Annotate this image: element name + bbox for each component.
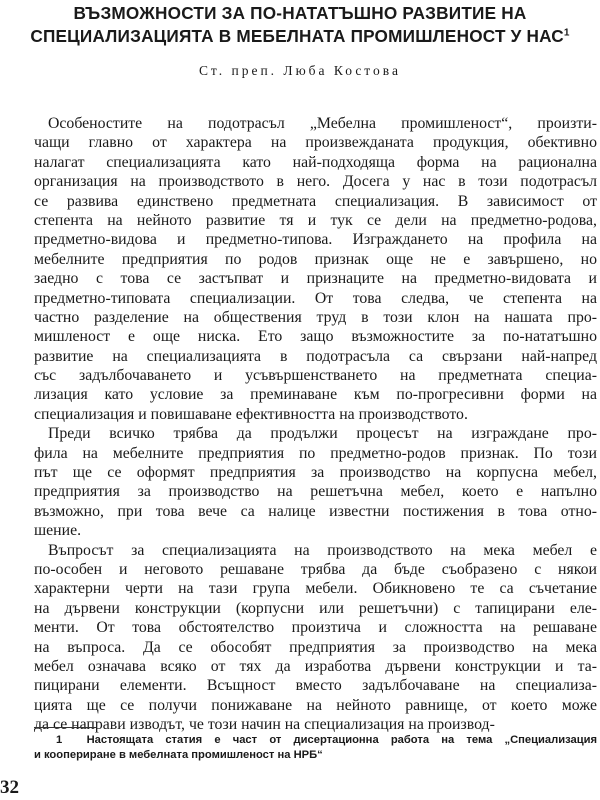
paragraph-line: по-особен и неговото решаване трябва да бъде съобразено с някои (34, 560, 597, 578)
paragraph-line: мишленост е още ниска. Ето защо възможностите за по-нататъшно (34, 328, 597, 346)
paragraph-line: предприятия за производство на решетъчна мебел, което е напълно (34, 483, 597, 501)
paragraph-line: налагат специализацията като най-подходяща форма на рационална (34, 153, 597, 171)
paragraph-line: характерни черти на тази група мебели. Обикновено те са съчетание (34, 580, 597, 598)
paragraph-line: със задълбочаването и усъвършенстването на предметната специа- (34, 367, 597, 385)
article-title-line-2-text: СПЕЦИАЛИЗАЦИЯТА В МЕБЕЛНАТА ПРОМИШЛЕНОСТ У НАС (30, 26, 564, 46)
paragraph-line: да се направи изводът, че този начин на специализация на производ- (34, 716, 495, 734)
paragraph-line: Особеностите на подотрасъл „Мебелна промишленост“, произти- (48, 115, 597, 132)
title-footnote-marker[interactable]: 1 (563, 27, 570, 39)
paragraph-line: организация на производството в него. Досега у нас в този подотрасъл (34, 173, 597, 191)
article-title (4, 2, 596, 48)
paragraph (34, 424, 597, 540)
footnote-marker: 1 (56, 734, 63, 746)
article-title-line-1: ВЪЗМОЖНОСТИ ЗА ПО-НАТАТЪШНО РАЗВИТИЕ НА (73, 3, 527, 23)
paragraph-line: Въпросът за специализацията на производството на мека мебел е (48, 541, 597, 559)
footnote (34, 733, 597, 763)
paragraph-line: развитие на специализацията в подотрасъла са свързани най-напред (34, 347, 597, 365)
paragraph-line: се развива единствено предметната специализация. В зависимост от (34, 192, 597, 210)
paragraph-line: специализация и повишаване ефективността на производството. (34, 405, 468, 423)
footnote-line-2: и коопериране в мебелната промишленост на НРБ“ (34, 749, 323, 761)
paragraph-line: на дървени конструкции (корпусни или решетъчни) с тапицирани еле- (34, 599, 597, 617)
paragraph-line: фила на мебелните предприятия по предметно-родов признак. По този (34, 444, 597, 462)
paragraph-line: лизация като условие за преминаване към по-прогресивни форми на (34, 386, 597, 404)
paragraph (34, 541, 597, 735)
paragraph (34, 114, 597, 424)
footnote-divider (34, 727, 96, 728)
paragraph-line: предметно-видова и предметно-типова. Изграждането на профила на (34, 231, 597, 249)
footnote-text-1: Настоящата статия е част от дисертационна работа на тема „Специализация (86, 734, 597, 746)
footnote-line-1 (34, 733, 597, 748)
paragraph-line: цията ще се получи понижаване на нейното равнище, от което може (34, 696, 597, 714)
paragraph-line: мебел означава всяко от тях да изработва дървени конструкции и та- (34, 657, 597, 675)
paragraph-line: път ще се оформят предприятия за производство на корпусна мебел, (34, 464, 597, 482)
paragraph-line: пицирани елементи. Всъщност вместо задълбочаване на специализа- (34, 677, 597, 695)
article-title-line-2 (4, 25, 596, 48)
paragraph-line: мебелните предприятия по родов признак още не е завършено, но (34, 250, 597, 268)
paragraph-line: на въпроса. Да се обособят предприятия за производство на мека (34, 638, 597, 656)
paragraph-line: заедно с това се застъпват и признаците на предметно-видовата и (34, 270, 597, 288)
paragraph-line: възможно, при това вече са налице известни постижения в това отно- (34, 502, 597, 520)
paragraph-line: частно разделение на обществения труд в този клон на нашата про- (34, 308, 597, 326)
paragraph-line: шение. (34, 522, 82, 540)
paragraph-line: степента на нейното развитие тя и тук се дели на предметно-родова, (34, 211, 597, 229)
paragraph-line: Преди всичко трябва да продължи процесът на изграждане про- (48, 425, 597, 443)
author-byline: Ст. преп. Люба Костова (199, 63, 401, 78)
paragraph-line: менти. От това обстоятелство произтича и сложността на решаване (34, 619, 597, 637)
paragraph-line: чащи главно от характера на произвежданата продукция, обективно (34, 134, 597, 152)
article-body (34, 114, 597, 735)
page-number: 32 (0, 777, 19, 798)
paragraph-line: предметно-типовата специализации. От това следва, че степента на (34, 289, 597, 307)
